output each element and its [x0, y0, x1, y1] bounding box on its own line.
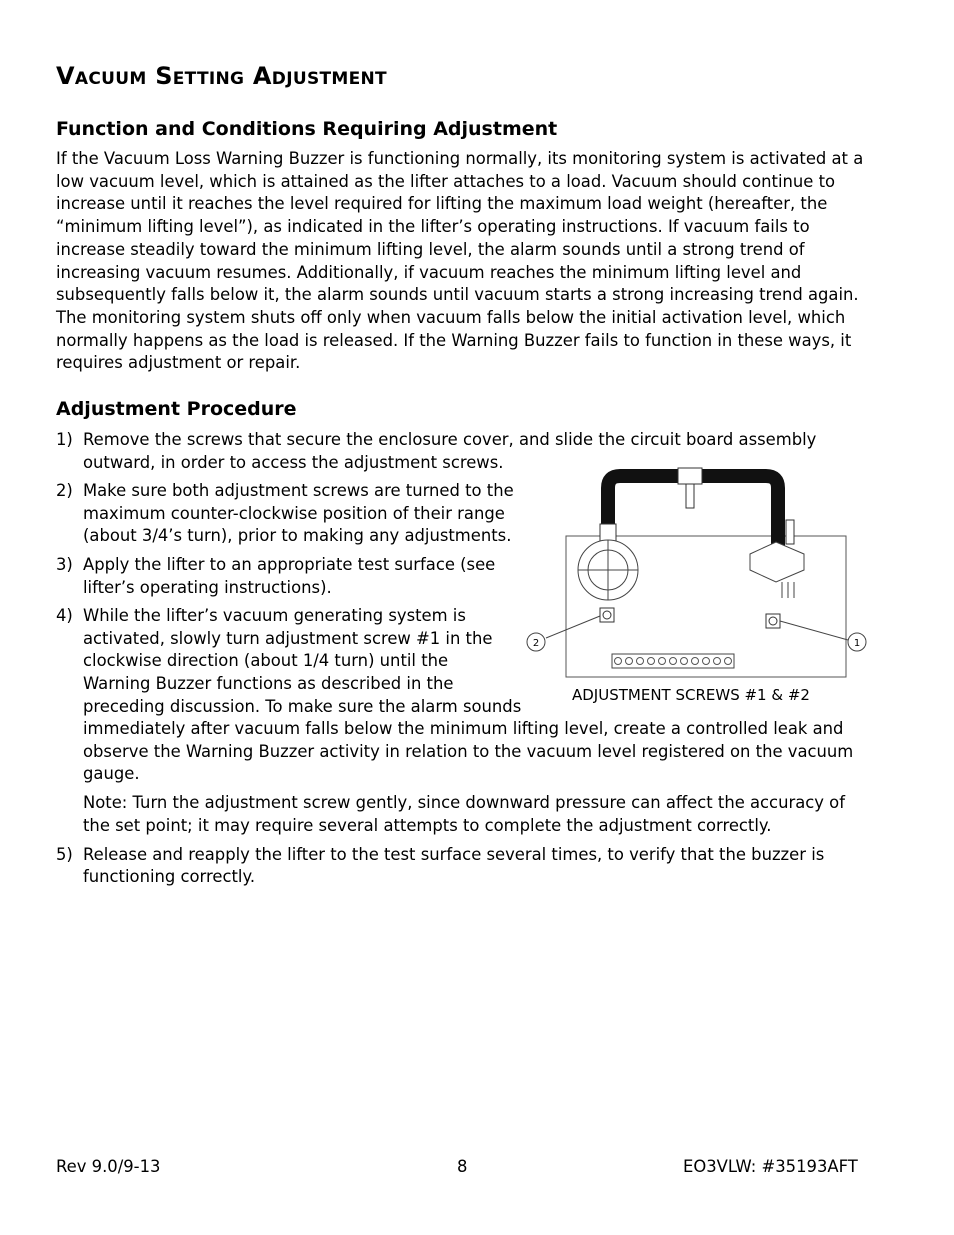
adjustment-screw-2 — [600, 608, 614, 622]
step-4-line-6: immediately after vacuum falls below the minimum lifting level, create a controlled leak and — [83, 719, 844, 738]
circuit-board-figure — [520, 466, 876, 688]
footer-document-id: EO3VLW: #35193AFT — [683, 1157, 858, 1176]
sensor-port — [786, 520, 794, 544]
step-3-line-2: lifter’s operating instructions). — [83, 578, 332, 597]
step-2-line-2: maximum counter-clockwise position of their range — [83, 504, 505, 523]
step-2-line-3: (about 3/4’s turn), prior to making any adjustments. — [83, 526, 512, 545]
note-line-1: Note: Turn the adjustment screw gently, since downward pressure can affect the accuracy of — [83, 793, 845, 812]
step-4-line-2: activated, slowly turn adjustment screw #1 in the — [83, 629, 493, 648]
figure-caption: ADJUSTMENT SCREWS #1 & #2 — [572, 686, 810, 704]
tee-fitting — [678, 468, 702, 484]
adjustment-screw-1 — [766, 614, 780, 628]
footer-page-number: 8 — [457, 1157, 468, 1176]
step-1-line-2: outward, in order to access the adjustment screws. — [83, 453, 504, 472]
step-4-line-5: preceding discussion. To make sure the alarm sounds — [83, 697, 522, 716]
tee-fitting-stem — [686, 484, 694, 508]
step-5-line-1: Release and reapply the lifter to the test surface several times, to verify that the buzzer is — [83, 845, 825, 864]
step-number: 1) — [56, 430, 73, 449]
callout-label-2: 2 — [532, 638, 540, 649]
step-number: 2) — [56, 481, 73, 500]
step-2-line-1: Make sure both adjustment screws are turned to the — [83, 481, 514, 500]
page-title: Vacuum Setting Adjustment — [56, 62, 387, 90]
step-4-line-3: clockwise direction (about 1/4 turn) until the — [83, 651, 449, 670]
note-line-2: the set point; it may require several attempts to complete the adjustment correctly. — [83, 816, 772, 835]
step-4-line-7: observe the Warning Buzzer activity in relation to the vacuum level registered on the vacuum — [83, 742, 854, 761]
section-heading-function: Function and Conditions Requiring Adjustment — [56, 118, 558, 140]
vacuum-tube-left — [608, 476, 680, 524]
step-3-line-1: Apply the lifter to an appropriate test surface (see — [83, 555, 496, 574]
step-1-line-1: Remove the screws that secure the enclosure cover, and slide the circuit board assembly — [83, 430, 817, 449]
step-5-line-2: functioning correctly. — [83, 867, 256, 886]
step-number: 4) — [56, 606, 73, 625]
terminal-strip — [612, 654, 734, 668]
section-heading-procedure: Adjustment Procedure — [56, 398, 297, 420]
footer-revision: Rev 9.0/9-13 — [56, 1157, 161, 1176]
step-number: 3) — [56, 555, 73, 574]
buzzer-fitting — [600, 524, 616, 542]
step-4-line-4: Warning Buzzer functions as described in the — [83, 674, 454, 693]
section-paragraph-function: If the Vacuum Loss Warning Buzzer is functioning normally, its monitoring system is activated at a low vacuum level, which is attained as the lifter attaches to a load. Vacuum should continue to increase until it reaches the level required for lifting the maximum load weight (hereafter, the “minimum lifting level”), as indicated in the lifter’s operating instructions. If vacuum fails to increase steadily toward the minimum lifting level, the alarm sounds until a strong trend of increasing vacuum resumes. Additionally, if vacuum reaches the minimum lifting level and subsequently falls below it, the alarm sounds until vacuum starts a strong increasing trend again. The monitoring system shuts off only when vacuum falls below the initial activation level, which normally happens as the load is released. If the Warning Buzzer fails to function in these ways, it requires adjustment or repair. — [56, 149, 864, 373]
step-4-line-1: While the lifter’s vacuum generating system is — [83, 606, 466, 625]
step-4-line-8: gauge. — [83, 764, 140, 783]
callout-label-1: 1 — [853, 638, 861, 649]
step-number: 5) — [56, 845, 73, 864]
